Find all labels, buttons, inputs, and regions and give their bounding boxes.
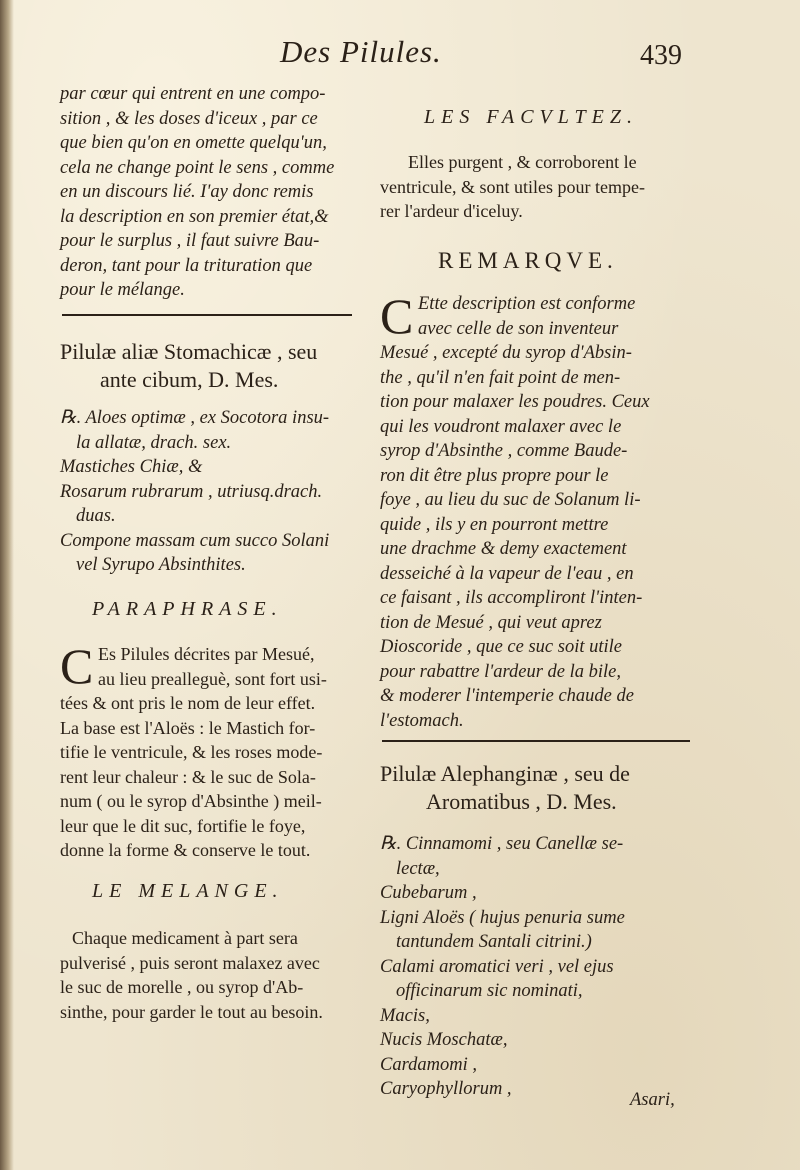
recipe-line: Cardamomi ,: [380, 1054, 477, 1075]
text-line: qui les voudront malaxer avec le: [380, 416, 622, 437]
recipe-line: Mastiches Chiæ, &: [60, 457, 203, 477]
recipe-line: duas.: [76, 506, 116, 526]
text-line: La base est l'Aloës : le Mastich for-: [60, 717, 316, 738]
text-line: the , qu'il n'en fait point de men-: [380, 367, 621, 388]
text-line: sition , & les doses d'iceux , par ce: [60, 108, 318, 129]
text-line: ce faisant , ils accompliront l'inten-: [380, 588, 643, 608]
text-line: tées & ont pris le nom de leur effet.: [60, 693, 316, 713]
catchword: Asari,: [630, 1090, 675, 1110]
remarque-heading: REMARQVE.: [438, 248, 618, 273]
text-line: pulverisé , puis seront malaxez avec: [60, 952, 320, 973]
facultez-paragraph: [380, 150, 700, 224]
text-line: Es Pilules décrites par Mesué,: [98, 644, 315, 664]
text-line: rent leur chaleur : & le suc de Sola-: [60, 766, 316, 787]
left-intro-paragraph: [60, 82, 360, 303]
text-line: Ette description est conforme: [418, 294, 636, 314]
recipe-line: Ligni Aloës ( hujus penuria sume: [380, 907, 625, 928]
text-line: desseiché à la vapeur de l'eau , en: [380, 563, 634, 584]
recipe-line: Caryophyllorum ,: [380, 1079, 512, 1099]
text-line: pour rabattre l'ardeur de la bile,: [380, 661, 622, 682]
section-divider: [382, 740, 690, 742]
paraphrase-paragraph: [60, 638, 360, 863]
drop-cap: C: [380, 288, 414, 344]
text-line: Elles purgent , & corroborent le: [408, 152, 637, 172]
left-section-title: [60, 338, 360, 394]
recipe-line: Rosarum rubrarum , utriusq.drach.: [60, 481, 323, 502]
text-line: au lieu prealleguè, sont fort usi-: [98, 668, 327, 689]
text-line: l'estomach.: [380, 710, 464, 731]
text-line: pour le surplus , il faut suivre Bau-: [60, 231, 320, 251]
text-line: syrop d'Absinthe , comme Baude-: [380, 441, 628, 461]
text-line: pour le mélange.: [60, 280, 185, 300]
text-line: num ( ou le syrop d'Absinthe ) meil-: [60, 791, 322, 811]
recipe-line: lectæ,: [396, 858, 440, 879]
recipe-line: la allatæ, drach. sex.: [76, 432, 232, 453]
recipe-line: Nucis Moschatæ,: [380, 1030, 508, 1050]
running-header-title: Des Pilules.: [280, 34, 442, 69]
text-line: leur que le dit suc, fortifie le foye,: [60, 815, 306, 836]
melange-heading: LE MELANGE.: [92, 880, 284, 902]
section-title-line: ante cibum, D. Mes.: [100, 367, 279, 392]
text-line: ron dit être plus propre pour le: [380, 465, 609, 486]
recipe-line: tantundem Santali citrini.): [396, 932, 592, 952]
text-line: donne la forme & conserve le tout.: [60, 840, 311, 860]
left-recipe: [60, 406, 360, 578]
text-line: Mesué , excepté du syrop d'Absin-: [380, 343, 632, 363]
text-line: tion pour malaxer les poudres. Ceux: [380, 392, 650, 412]
recipe-line: ℞. Cinnamomi , seu Canellæ se-: [380, 834, 624, 854]
text-line: en un discours lié. I'ay donc remis: [60, 182, 314, 202]
facultez-heading: LES FACVLTEZ.: [424, 106, 638, 128]
text-line: la description en son premier état,&: [60, 206, 329, 227]
right-section-title: [380, 760, 700, 816]
section-title-line: Aromatibus , D. Mes.: [426, 789, 617, 814]
text-line: tifie le ventricule, & les roses mode-: [60, 742, 323, 762]
recipe-line: Cubebarum ,: [380, 883, 477, 903]
paraphrase-heading: PARAPHRASE.: [92, 598, 283, 620]
text-line: tion de Mesué , qui veut aprez: [380, 612, 602, 633]
recipe-line: Macis,: [380, 1005, 430, 1026]
text-line: ventricule, & sont utiles pour tempe-: [380, 176, 645, 197]
drop-cap: C: [60, 638, 94, 694]
text-line: deron, tant pour la trituration que: [60, 255, 313, 276]
text-line: quide , ils y en pourront mettre: [380, 514, 609, 535]
page-gutter-shadow: [0, 0, 14, 1170]
text-line: Chaque medicament à part sera: [72, 928, 298, 948]
melange-paragraph: [60, 926, 360, 1024]
recipe-line: Compone massam cum succo Solani: [60, 530, 330, 551]
text-line: sinthe, pour garder le tout au besoin.: [60, 1001, 323, 1022]
text-line: par cœur qui entrent en une compo-: [60, 84, 326, 104]
text-line: foye , au lieu du suc de Solanum li-: [380, 490, 641, 510]
text-line: le suc de morelle , ou syrop d'Ab-: [60, 977, 304, 997]
recipe-line: Calami aromatici veri , vel ejus: [380, 956, 614, 977]
section-title-line: Pilulæ Alephanginæ , seu de: [380, 761, 630, 786]
text-line: rer l'ardeur d'iceluy.: [380, 201, 523, 221]
recipe-line: ℞. Aloes optimæ , ex Socotora insu-: [60, 408, 330, 428]
remarque-paragraph: [380, 288, 700, 733]
text-line: & moderer l'intemperie chaude de: [380, 686, 634, 706]
text-line: cela ne change point le sens , comme: [60, 157, 335, 178]
right-recipe: [380, 832, 700, 1102]
page-number: 439: [640, 40, 682, 71]
recipe-line: vel Syrupo Absinthites.: [76, 555, 246, 575]
text-line: une drachme & demy exactement: [380, 539, 627, 559]
section-title-line: Pilulæ aliæ Stomachicæ , seu: [60, 339, 318, 364]
text-line: avec celle de son inventeur: [418, 318, 619, 339]
text-line: Dioscoride , que ce suc soit utile: [380, 637, 622, 657]
recipe-line: officinarum sic nominati,: [396, 981, 583, 1001]
text-line: que bien qu'on en omette quelqu'un,: [60, 133, 327, 153]
section-divider: [62, 314, 352, 316]
